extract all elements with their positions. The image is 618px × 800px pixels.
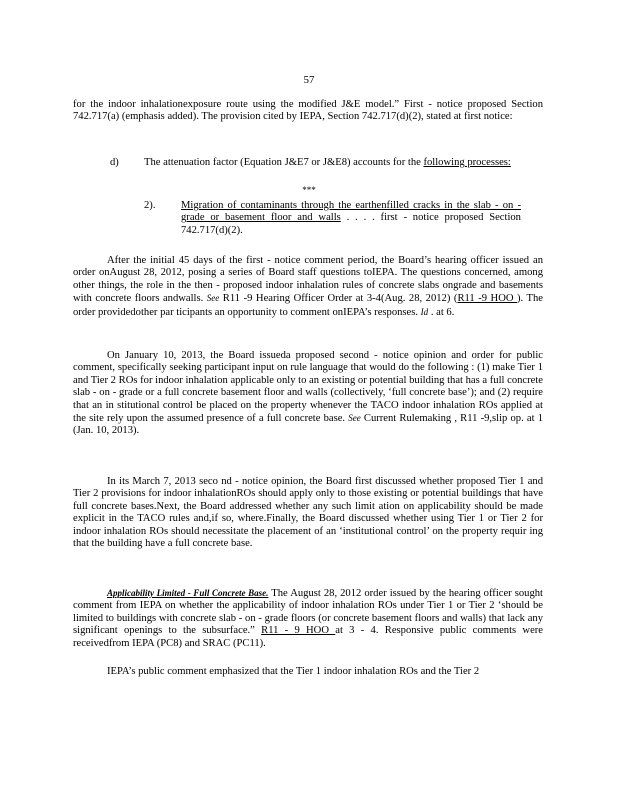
p5-part1: The August 28, 2012 order issued by the hearing officer sought comment from IEPA on whether the applicability of indoor inhalation ROs under Tier 1 or Tier 2 ‘s: [73, 588, 543, 612]
p5-ref: R11 - 9 HOO: [261, 625, 336, 637]
item-d-text: [144, 157, 539, 169]
p2-id: Id: [420, 306, 429, 317]
section-heading-applicability: Applicability Limited - Full Concrete Base.: [107, 588, 269, 598]
item-2-text-plain: . . . . first - notice proposed Section 742.717(d)(2).: [181, 212, 521, 236]
p3-see: See: [348, 413, 361, 424]
p3-part2: Current Rulemaking , R11 -9,slip op. at 1 (Jan. 10, 2013).: [73, 413, 543, 437]
ellipsis-stars: ***: [302, 185, 316, 195]
p2-part3: ). The order providedother par ticipants an opportunity to comment onIEPA’s responses.: [73, 293, 544, 318]
item-d-text-plain: The attenuation factor (Equation J&E7 or J&E8) accounts for the: [144, 157, 424, 168]
item-d-label: d): [110, 157, 119, 168]
p3-part1: On January 10, 2013, the Board issueda proposed second - notice opinion and order for public comment, specifically seeking participant input on rule language that would do the following : (1) make Tier 1 and Tier 2 ROs for indoor inhalation applicable only to an existing or potential building that has a full concrete slab - on - grade or a full concrete basement floor and walls (collectively, ‘full concrete base’); and (2) require that an in stitutional control be placed on the property whenever the TACO indoor inhalation ROs applied at the site rely upon the assumed presence of a full concrete base.: [73, 350, 543, 425]
p2-see: See: [206, 293, 220, 304]
item-2-text-underlined: Migration of contaminants through the earthenfilled cracks in the slab - on - grade or basement floor and walls: [181, 200, 521, 224]
page-number: 57: [303, 74, 315, 86]
paragraph-march-opinion: In its March 7, 2013 seco nd - notice opinion, the Board first discussed whether proposed Tier 1 and Tier 2 provisions for indoor inhalationROs should apply only to those existing or potential buildings that have full concrete bases.Next, the Board addressed whether any such limit ation on applicability should be made explicit in the TACO rules and,if so, where.Finally, the Board discussed whether using Tier 1 or Tier 2 for indoor inhalation ROs should necessitate the placement of an ‘institutional control’ on the property requir ing that the building have a full concrete base.: [73, 476, 543, 550]
p5-part3: at 3 - 4. Responsive public comments were receivedfrom IEPA (PC8) and SRAC (PC11).: [73, 625, 544, 649]
p2-part1: After the initial 45 days of the first - notice comment period, the Board’s hearing officer issued an order onAugust 28, 2012, posing a series of Board staff questions toIEPA. The questions concerned, among other things, the role in the then - proposed indoor inhalation rules of concrete slabs ongrade and basements with concrete floors andwalls.: [73, 255, 543, 305]
paragraph-iepa-comment: IEPA’s public comment emphasized that the Tier 1 indoor inhalation ROs and the Tier 2: [107, 666, 480, 677]
paragraph-hearing-order: [73, 255, 543, 319]
p2-part4: . at 6.: [428, 306, 455, 318]
p2-ref: R11 -9 HOO: [457, 293, 518, 305]
item-d-text-underlined: following processes:: [423, 157, 511, 168]
paragraph-second-notice-proposal: [73, 350, 543, 438]
paragraph-applicability: [73, 587, 543, 650]
paragraph-intro: for the indoor inhalationexposure route using the modified J&E model.” First - notice proposed Section 742.717(a) (emphasis added). The provision cited by IEPA, Section 742.717(d)(2), stated at first notice:: [73, 99, 543, 123]
p2-part2: R11 -9 Hearing Officer Order at 3-4(Aug. 28, 2012) (: [219, 293, 458, 305]
p5-part2: hould be limited to buildings with concrete slab - on - grade floors (or concrete basement floors and walls) that lack any significant openings to the subsurface.”: [73, 600, 543, 637]
item-2-text: [181, 200, 521, 237]
item-2-label: 2).: [144, 200, 156, 211]
